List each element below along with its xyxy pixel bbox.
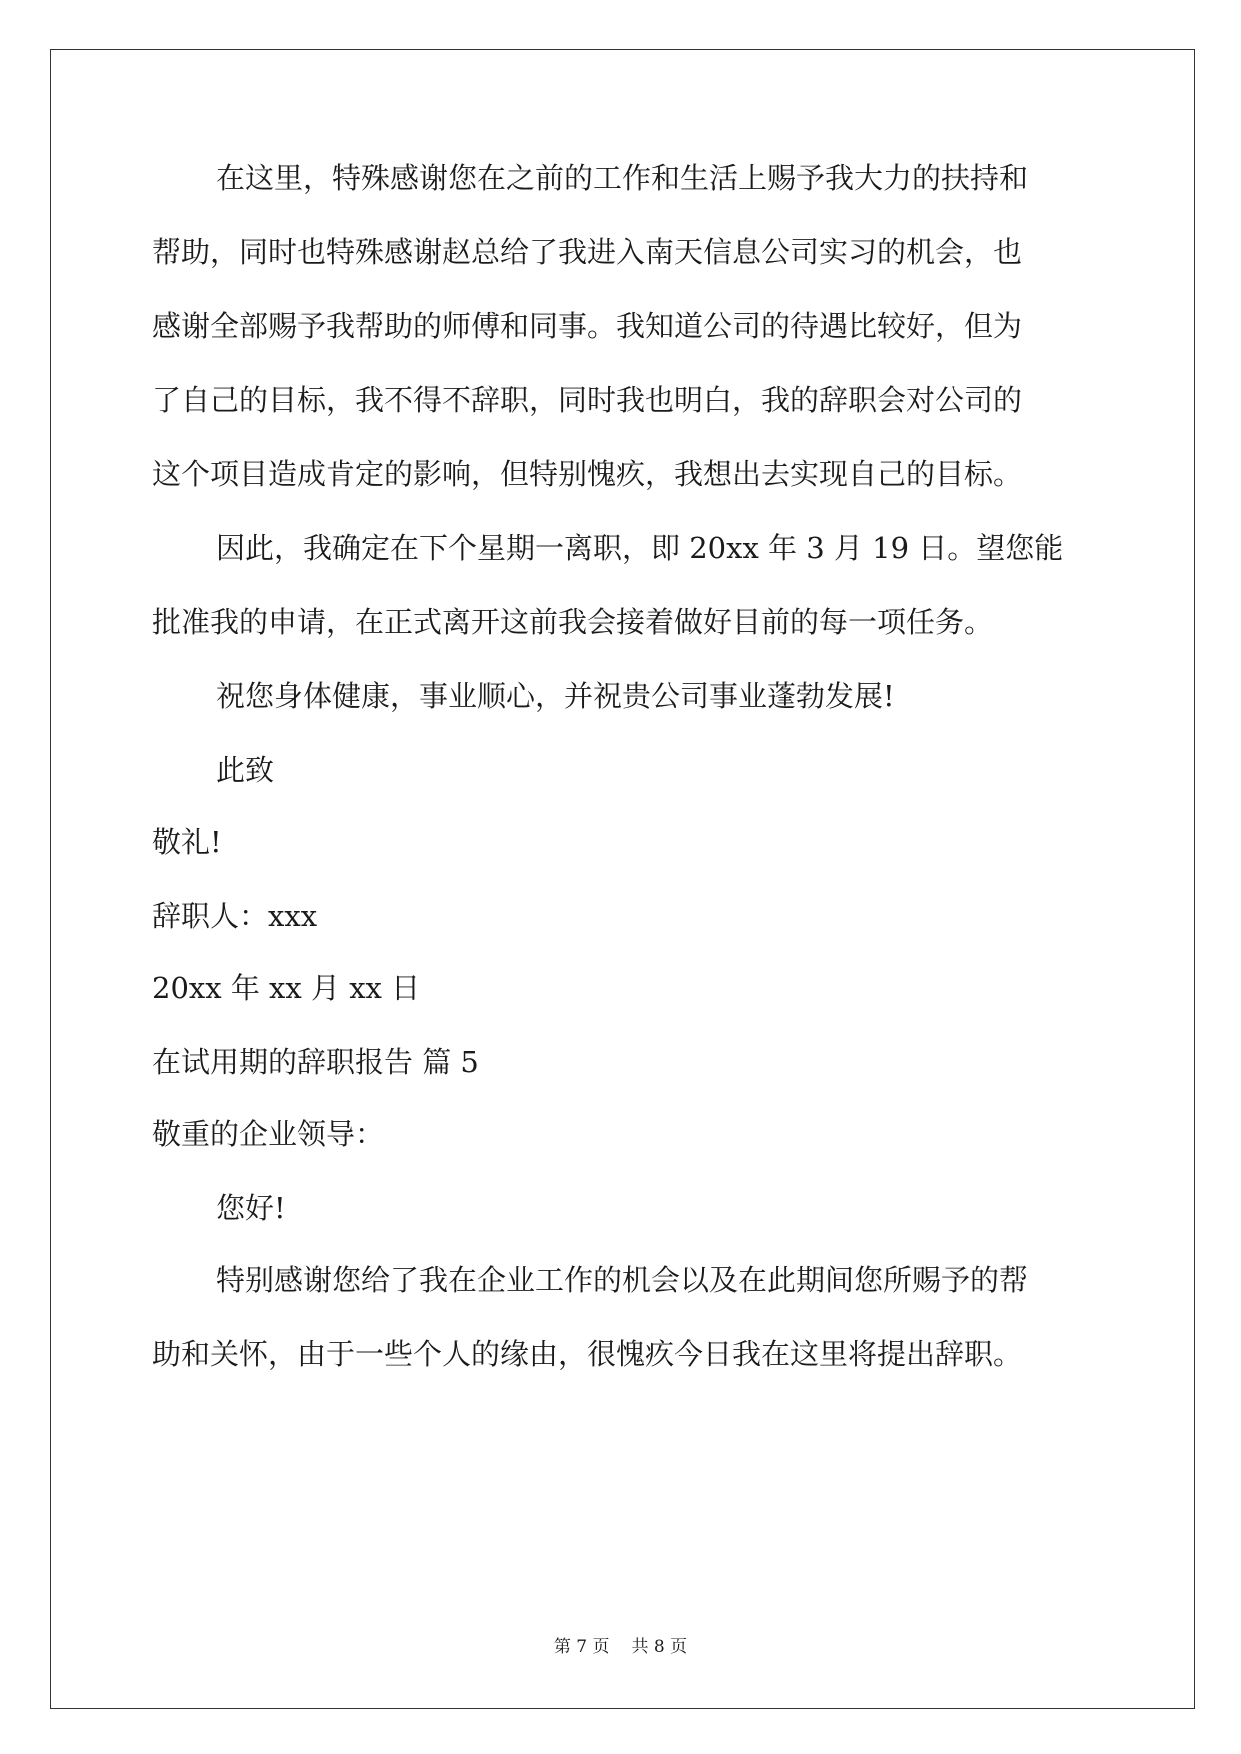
- paragraph-line: 特别感谢您给了我在企业工作的机会以及在此期间您所赐予的帮: [216, 1263, 1029, 1297]
- paragraph-line: 因此，我确定在下个星期一离职，即 20xx 年 3 月 19 日。望您能: [216, 531, 1064, 565]
- paragraph-line: 助和关怀，由于一些个人的缘由，很愧疚今日我在这里将提出辞职。: [152, 1337, 1023, 1371]
- paragraph-line: 祝您身体健康，事业顺心，并祝贵公司事业蓬勃发展!: [216, 679, 895, 713]
- page-number: 第 7 页: [553, 1637, 610, 1657]
- section-heading: 在试用期的辞职报告 篇 5: [152, 1045, 479, 1079]
- greeting-line: 您好!: [216, 1191, 286, 1225]
- paragraph-line: 这个项目造成肯定的影响，但特别愧疚，我想出去实现自己的目标。: [152, 457, 1023, 491]
- greeting: 敬重的企业领导：: [152, 1117, 385, 1151]
- page-frame: [50, 49, 1195, 1709]
- page-footer: [0, 1632, 1241, 1657]
- closing-line: 此致: [216, 753, 275, 787]
- paragraph-line: 批准我的申请，在正式离开这前我会接着做好目前的每一项任务。: [152, 605, 994, 639]
- paragraph-line: 了自己的目标，我不得不辞职，同时我也明白，我的辞职会对公司的: [152, 383, 1023, 417]
- paragraph-line: 感谢全部赐予我帮助的师傅和同事。我知道公司的待遇比较好，但为: [152, 309, 1023, 343]
- paragraph-line: 在这里，特殊感谢您在之前的工作和生活上赐予我大力的扶持和: [216, 161, 1029, 195]
- salutation: 敬礼!: [152, 825, 222, 859]
- paragraph-line: 帮助，同时也特殊感谢赵总给了我进入南天信息公司实习的机会，也: [152, 235, 1023, 269]
- page-total: 共 8 页: [631, 1637, 688, 1657]
- date-line: 20xx 年 xx 月 xx 日: [152, 971, 421, 1005]
- signature-line: 辞职人：xxx: [152, 899, 318, 933]
